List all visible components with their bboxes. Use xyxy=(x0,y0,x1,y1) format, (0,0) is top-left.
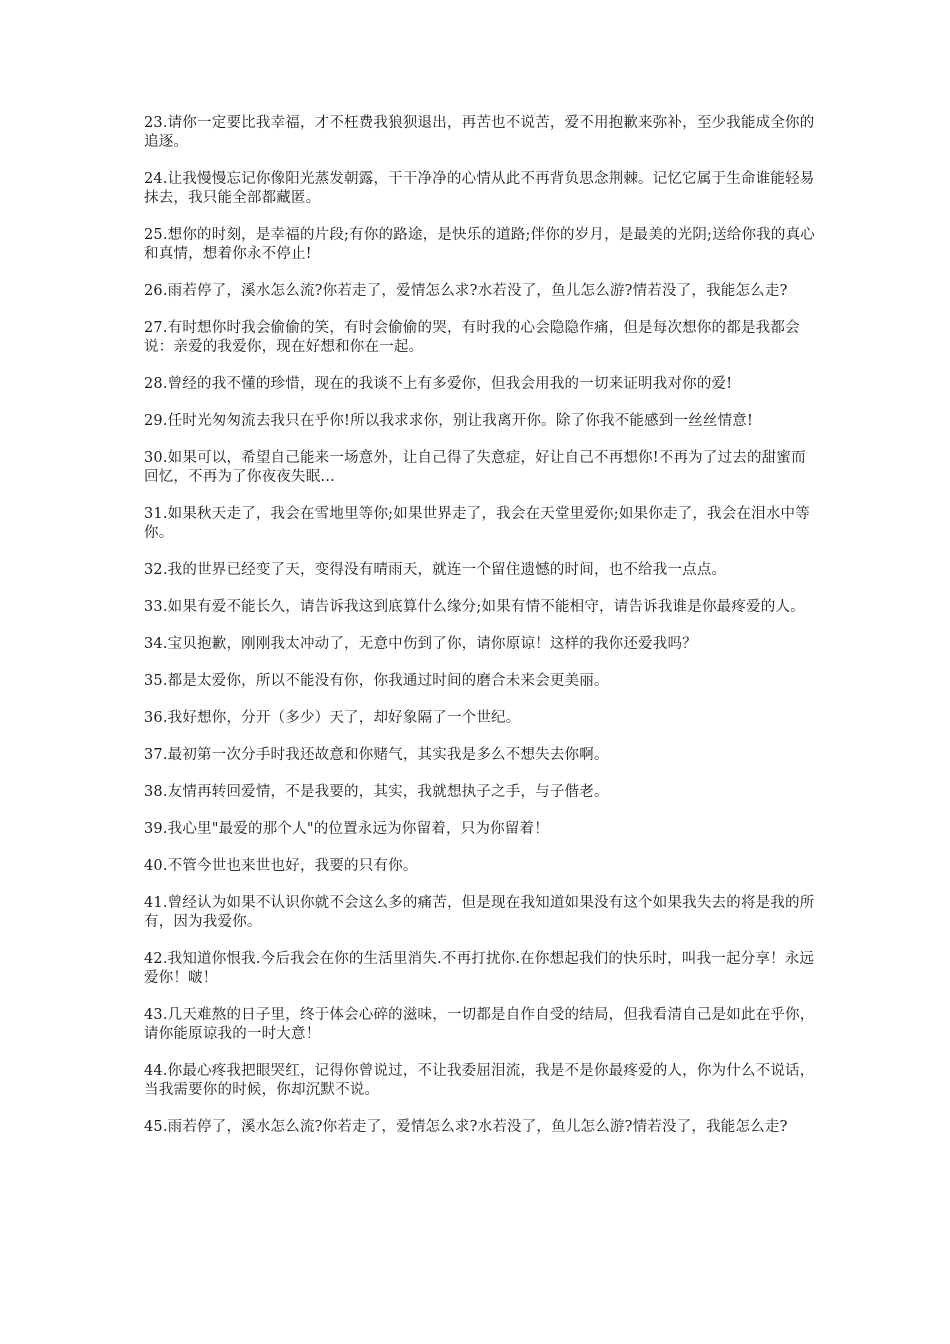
paragraph-27: 27.有时想你时我会偷偷的笑，有时会偷偷的哭，有时我的心会隐隐作痛，但是每次想你的都是我都会说：亲爱的我爱你，现在好想和你在一起。 xyxy=(144,320,800,355)
paragraph-41: 41.曾经认为如果不认识你就不会这么多的痛苦，但是现在我知道如果没有这个如果我失去的将是我的所有，因为我爱你。 xyxy=(144,895,815,930)
paragraph-44: 44.你最心疼我把眼哭红，记得你曾说过，不让我委屈泪流，我是不是你最疼爱的人，你为什么不说话，当我需要你的时候，你却沉默不说。 xyxy=(144,1063,815,1098)
paragraph-39: 39.我心里"最爱的那个人"的位置永远为你留着，只为你留着！ xyxy=(144,821,549,837)
paragraph-24: 24.让我慢慢忘记你像阳光蒸发朝露，干干净净的心情从此不再背负思念荆棘。记忆它属于生命谁能轻易抹去，我只能全部都藏匿。 xyxy=(144,171,815,206)
paragraph-31: 31.如果秋天走了，我会在雪地里等你;如果世界走了，我会在天堂里爱你;如果你走了，我会在泪水中等你。 xyxy=(144,506,810,541)
paragraph-25: 25.想你的时刻，是幸福的片段;有你的路途，是快乐的道路;伴你的岁月，是最美的光阴;送给你我的真心和真情，想着你永不停止! xyxy=(144,227,816,262)
paragraph-43: 43.几天难熬的日子里，终于体会心碎的滋味，一切都是自作自受的结局，但我看清自己是如此在乎你，请你能原谅我的一时大意！ xyxy=(144,1007,815,1042)
paragraph-23: 23.请你一定要比我幸福，才不枉费我狼狈退出，再苦也不说苦，爱不用抱歉来弥补，至少我能成全你的追逐。 xyxy=(144,115,815,150)
paragraph-33: 33.如果有爱不能长久，请告诉我这到底算什么缘分;如果有情不能相守，请告诉我谁是你最疼爱的人。 xyxy=(144,599,805,615)
paragraph-30: 30.如果可以，希望自己能来一场意外，让自己得了失意症，好让自己不再想你!不再为了过去的甜蜜而回忆，不再为了你夜夜失眠… xyxy=(144,450,806,485)
paragraph-29: 29.任时光匆匆流去我只在乎你!所以我求求你，别让我离开你。除了你我不能感到一丝丝情意! xyxy=(144,413,754,429)
paragraph-26: 26.雨若停了，溪水怎么流?你若走了，爱情怎么求?水若没了，鱼儿怎么游?情若没了，我能怎么走? xyxy=(144,283,788,299)
paragraph-37: 37.最初第一次分手时我还故意和你赌气，其实我是多么不想失去你啊。 xyxy=(144,747,609,763)
paragraph-40: 40.不管今世也来世也好，我要的只有你。 xyxy=(144,858,418,874)
paragraph-34: 34.宝贝抱歉，刚刚我太冲动了，无意中伤到了你，请你原谅！这样的我你还爱我吗？ xyxy=(144,636,697,652)
paragraph-42: 42.我知道你恨我.今后我会在你的生活里消失.不再打扰你.在你想起我们的快乐时，叫我一起分享！永远爱你！啵！ xyxy=(144,951,815,986)
document-body xyxy=(144,114,820,1155)
paragraph-36: 36.我好想你，分开（多少）天了，却好象隔了一个世纪。 xyxy=(144,710,521,726)
paragraph-28: 28.曾经的我不懂的珍惜，现在的我谈不上有多爱你，但我会用我的一切来证明我对你的爱! xyxy=(144,376,733,392)
paragraph-35: 35.都是太爱你，所以不能没有你，你我通过时间的磨合未来会更美丽。 xyxy=(144,673,609,689)
paragraph-38: 38.友情再转回爱情，不是我要的，其实，我就想执子之手，与子偕老。 xyxy=(144,784,609,800)
paragraph-32: 32.我的世界已经变了天，变得没有晴雨天，就连一个留住遗憾的时间，也不给我一点点。 xyxy=(144,562,727,578)
paragraph-45: 45.雨若停了，溪水怎么流?你若走了，爱情怎么求?水若没了，鱼儿怎么游?情若没了，我能怎么走? xyxy=(144,1119,788,1135)
